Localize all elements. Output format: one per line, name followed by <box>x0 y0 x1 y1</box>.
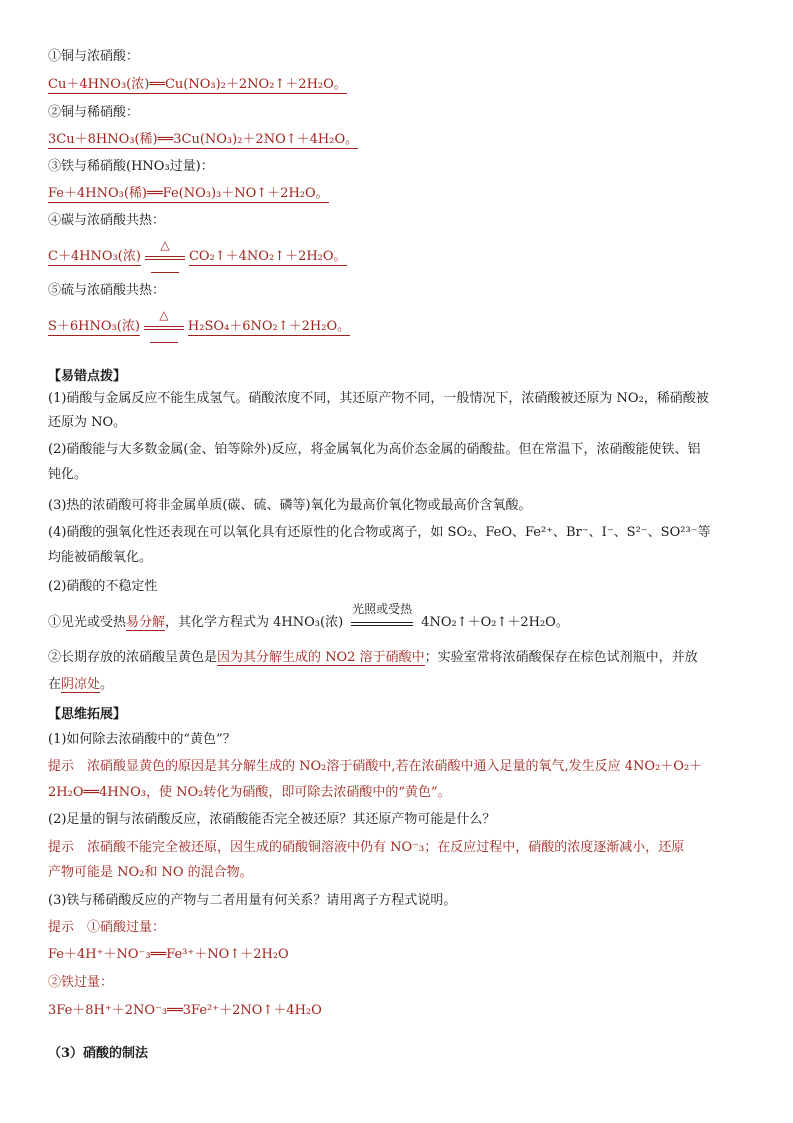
heat-condition: △ <box>143 248 187 266</box>
reaction-2-title: ②铜与稀硝酸： <box>48 105 140 120</box>
reaction-3-title: ③铁与稀硝酸(HNO₃过量)： <box>48 159 214 174</box>
heat-condition: △ <box>142 318 186 336</box>
section-title: （3）硝酸的制法 <box>48 1046 149 1061</box>
answer-2b: 产物可能是 NO₂和 NO 的混合物。 <box>48 865 253 880</box>
reaction-1-equation: Cu＋4HNO₃(浓)══Cu(NO₃)₂＋2NO₂↑＋2H₂O。 <box>48 77 347 92</box>
question-2: (2)足量的铜与浓硝酸反应，浓硝酸能否完全被还原？其还原产物可能是什么？ <box>48 812 496 827</box>
reaction-1-title: ①铜与浓硝酸： <box>48 49 140 64</box>
reaction-4-title: ④碳与浓硝酸共热： <box>48 213 166 228</box>
tip-5: (2)硝酸的不稳定性 <box>48 579 158 594</box>
tip-4b: 均能被硝酸氧化。 <box>48 550 153 565</box>
tip-4a: (4)硝酸的强氧化性还表现在可以氧化具有还原性的化合物或离子，如 SO₂、FeO、Fe²⁺、Br⁻、I⁻、S²⁻、SO²³⁻等 <box>48 525 711 540</box>
answer-1a: 提示 浓硝酸显黄色的原因是其分解生成的 NO₂溶于硝酸中,若在浓硝酸中通入足量的氧气,发生反应 4NO₂＋O₂＋ <box>48 759 703 774</box>
reaction-3-equation: Fe＋4HNO₃(稀)══Fe(NO₃)₃＋NO↑＋2H₂O。 <box>48 186 329 201</box>
tip-1a: (1)硝酸与金属反应不能生成氢气。硝酸浓度不同，其还原产物不同，一般情况下，浓硝酸被还原为 NO₂，稀硝酸被 <box>48 391 709 406</box>
answer-blank: 阴凉处 <box>61 677 101 692</box>
answer-3-intro-2: ②铁过量： <box>48 975 114 990</box>
question-3: (3)铁与稀硝酸反应的产物与二者用量有何关系？请用离子方程式说明。 <box>48 893 457 908</box>
thinking-heading: 【思维拓展】 <box>48 707 127 722</box>
tip-2a: (2)硝酸能与大多数金属(金、铂等除外)反应，将金属氧化为高价态金属的硝酸盐。但在常温下，浓硝酸能使铁、铝 <box>48 442 701 457</box>
answer-1b: 2H₂O══4HNO₃，使 NO₂转化为硝酸，即可除去浓硝酸中的“黄色”。 <box>48 785 451 800</box>
question-1: (1)如何除去浓硝酸中的“黄色”？ <box>48 732 236 747</box>
reaction-2-equation: 3Cu＋8HNO₃(稀)══3Cu(NO₃)₂＋2NO↑＋4H₂O。 <box>48 132 359 147</box>
answer-3-equation-2: 3Fe＋8H⁺＋2NO⁻₃══3Fe²⁺＋2NO↑＋4H₂O <box>48 1003 322 1018</box>
answer-2a: 提示 浓硝酸不能完全被还原，因生成的硝酸铜溶液中仍有 NO⁻₃；在反应过程中，硝酸的浓度逐渐减小，还原 <box>48 840 685 855</box>
reaction-5-title: ⑤硫与浓硝酸共热： <box>48 283 166 298</box>
tip-1b: 还原为 NO。 <box>48 415 127 430</box>
tip-2b: 钝化。 <box>48 467 88 482</box>
tip-7: ②长期存放的浓硝酸呈黄色是因为其分解生成的 NO2 溶于硝酸中；实验室常将浓硝酸保存在棕色试剂瓶中，并放 <box>48 650 698 665</box>
reaction-5-equation: S＋6HNO₃(浓) △ H₂SO₄＋6NO₂↑＋2H₂O。 <box>48 318 350 336</box>
reaction-4-equation: C＋4HNO₃(浓) △ CO₂↑＋4NO₂↑＋2H₂O。 <box>48 248 347 266</box>
answer-3-intro: 提示 ①硝酸过量： <box>48 920 166 935</box>
light-heat-condition: 光照或受热 <box>343 614 421 632</box>
tip-3: (3)热的浓硝酸可将非金属单质(碳、硫、磷等)氧化为最高价氧化物或最高价含氧酸。 <box>48 498 532 513</box>
tips-heading: 【易错点拨】 <box>48 369 127 384</box>
answer-blank: 因为其分解生成的 NO2 溶于硝酸中 <box>217 650 425 665</box>
tip-6: ①见光或受热易分解，其化学方程式为 4HNO₃(浓) 光照或受热 4NO₂↑＋O₂↑＋2H₂O。 <box>48 602 569 630</box>
tip-8: 在阴凉处。 <box>48 677 114 692</box>
answer-3-equation-1: Fe＋4H⁺＋NO⁻₃══Fe³⁺＋NO↑＋2H₂O <box>48 947 289 962</box>
answer-blank: 易分解 <box>126 615 166 630</box>
